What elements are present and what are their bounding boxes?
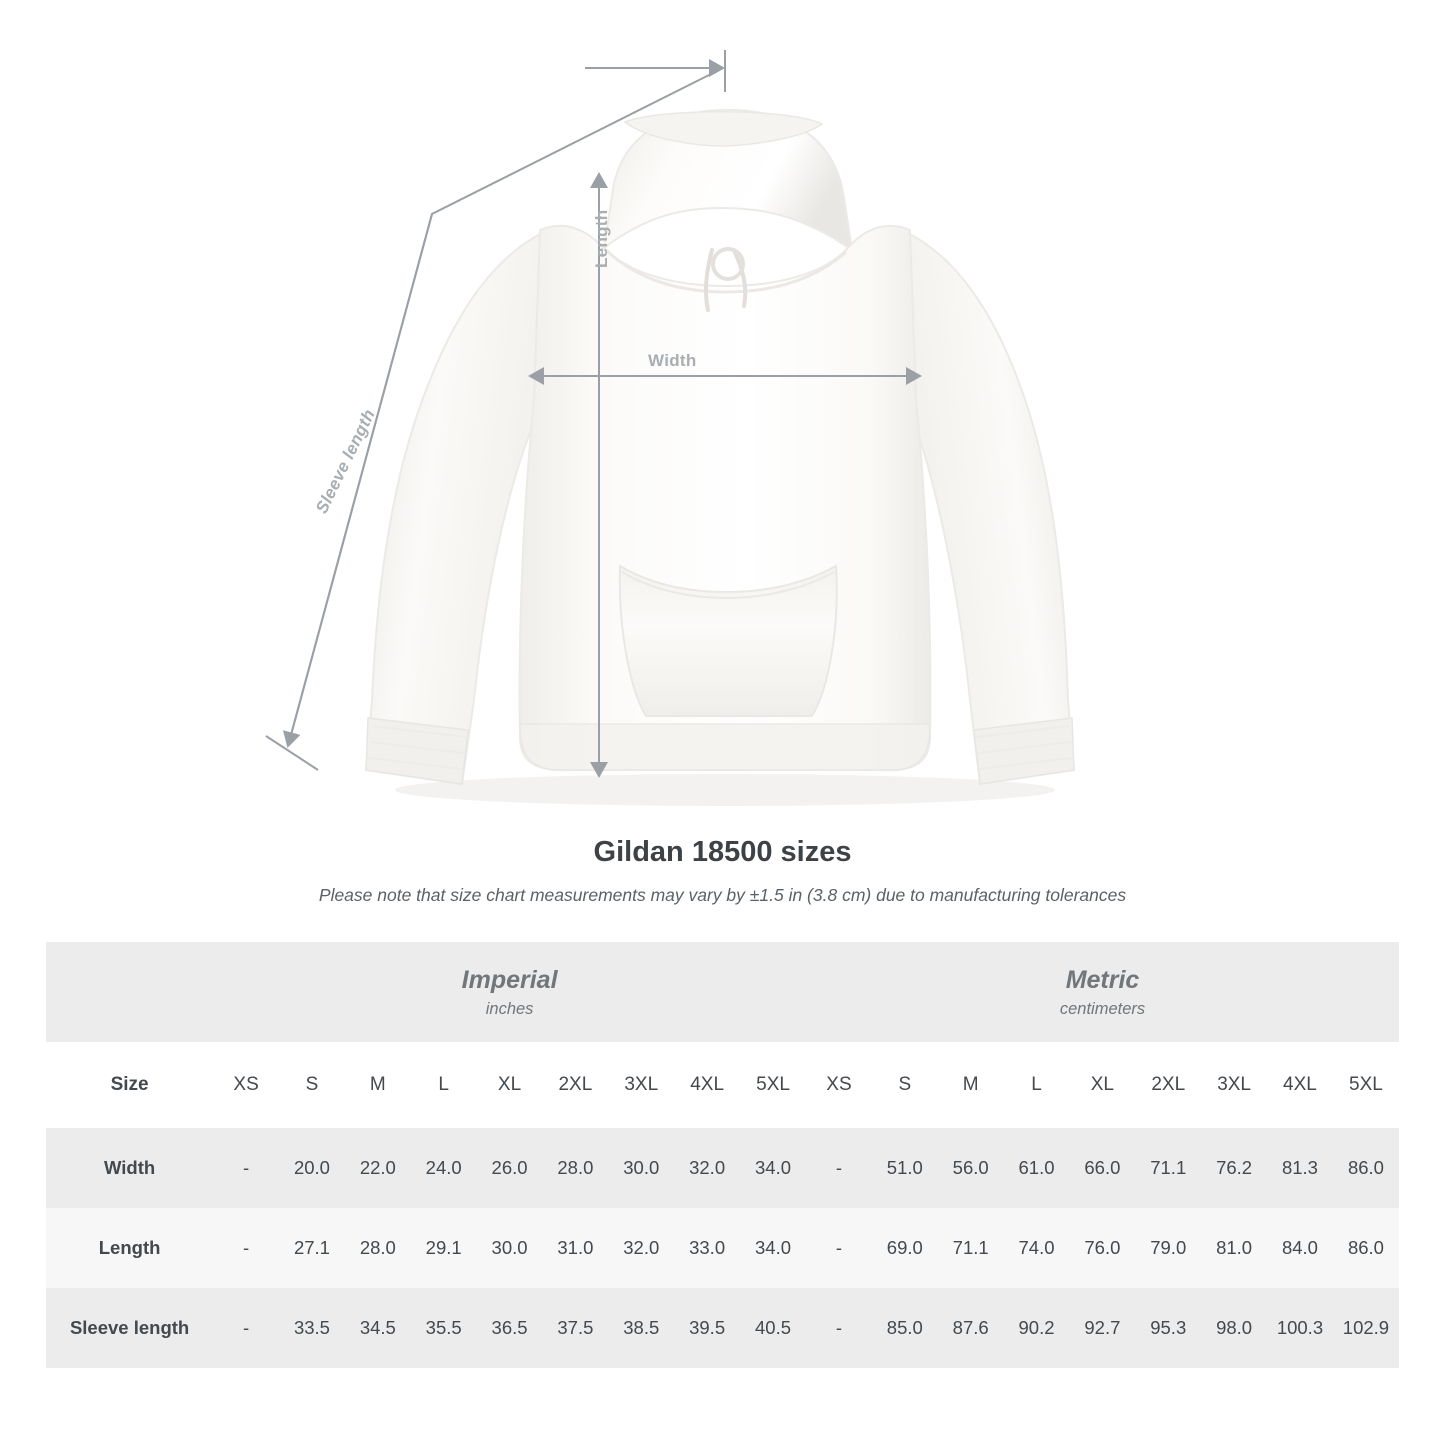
size-header-metric-3xl: 3XL [1201, 1042, 1267, 1128]
cell-length-metric-s: 69.0 [872, 1208, 938, 1288]
metric-system-name: Metric [1065, 965, 1140, 994]
cell-length-imperial-xs: - [213, 1208, 279, 1288]
cell-width-metric-xs: - [806, 1128, 872, 1208]
page-title: Gildan 18500 sizes [593, 836, 852, 868]
length-dimension-label: Length [592, 209, 611, 268]
imperial-system-name: Imperial [461, 965, 558, 994]
cell-length-imperial-l: 29.1 [411, 1208, 477, 1288]
cell-sleeve-imperial-xl: 36.5 [477, 1288, 543, 1368]
cell-sleeve-imperial-xs: - [213, 1288, 279, 1368]
cell-length-imperial-5xl: 34.0 [740, 1208, 806, 1288]
cell-sleeve-imperial-m: 34.5 [345, 1288, 411, 1368]
cell-width-imperial-l: 24.0 [411, 1128, 477, 1208]
cell-width-imperial-s: 20.0 [279, 1128, 345, 1208]
tolerance-note: Please note that size chart measurements may vary by ±1.5 in (3.8 cm) due to manufacturing tolerances [318, 885, 1127, 905]
size-header-imperial-2xl: 2XL [542, 1042, 608, 1128]
cell-width-imperial-xs: - [213, 1128, 279, 1208]
cell-length-metric-4xl: 84.0 [1267, 1208, 1333, 1288]
cell-sleeve-imperial-l: 35.5 [411, 1288, 477, 1368]
size-header-imperial-3xl: 3XL [608, 1042, 674, 1128]
cell-length-imperial-m: 28.0 [345, 1208, 411, 1288]
cell-length-imperial-xl: 30.0 [477, 1208, 543, 1288]
cell-sleeve-metric-l: 90.2 [1004, 1288, 1070, 1368]
size-header-imperial-xl: XL [477, 1042, 543, 1128]
cell-width-imperial-5xl: 34.0 [740, 1128, 806, 1208]
size-header-metric-l: L [1004, 1042, 1070, 1128]
table-row [46, 1288, 1399, 1368]
cell-length-imperial-s: 27.1 [279, 1208, 345, 1288]
metric-system-cell [806, 942, 1399, 1042]
cell-width-metric-5xl: 86.0 [1333, 1128, 1399, 1208]
cell-width-metric-2xl: 71.1 [1135, 1128, 1201, 1208]
size-header-metric-5xl: 5XL [1333, 1042, 1399, 1128]
size-header-row [46, 1042, 1399, 1128]
size-header-metric-xs: XS [806, 1042, 872, 1128]
size-header-imperial-4xl: 4XL [674, 1042, 740, 1128]
cell-width-metric-xl: 66.0 [1069, 1128, 1135, 1208]
cell-width-metric-m: 56.0 [938, 1128, 1004, 1208]
measurement-system-row [46, 942, 1399, 1042]
cell-length-imperial-4xl: 33.0 [674, 1208, 740, 1288]
system-spacer-cell [46, 942, 213, 1042]
imperial-system-cell [213, 942, 806, 1042]
cell-length-metric-3xl: 81.0 [1201, 1208, 1267, 1288]
size-header-imperial-l: L [411, 1042, 477, 1128]
cell-length-metric-m: 71.1 [938, 1208, 1004, 1288]
cell-sleeve-imperial-4xl: 39.5 [674, 1288, 740, 1368]
size-table [46, 942, 1399, 1368]
cell-sleeve-metric-xs: - [806, 1288, 872, 1368]
cell-length-imperial-3xl: 32.0 [608, 1208, 674, 1288]
size-header-metric-s: S [872, 1042, 938, 1128]
cell-length-metric-xl: 76.0 [1069, 1208, 1135, 1288]
cell-sleeve-metric-xl: 92.7 [1069, 1288, 1135, 1368]
size-header-metric-2xl: 2XL [1135, 1042, 1201, 1128]
chart-heading [0, 836, 1445, 906]
cell-sleeve-imperial-s: 33.5 [279, 1288, 345, 1368]
cell-width-imperial-3xl: 30.0 [608, 1128, 674, 1208]
cell-sleeve-metric-4xl: 100.3 [1267, 1288, 1333, 1368]
size-header-metric-m: M [938, 1042, 1004, 1128]
cell-length-metric-5xl: 86.0 [1333, 1208, 1399, 1288]
cell-width-metric-l: 61.0 [1004, 1128, 1070, 1208]
size-header-imperial-xs: XS [213, 1042, 279, 1128]
cell-width-imperial-xl: 26.0 [477, 1128, 543, 1208]
size-header-metric-4xl: 4XL [1267, 1042, 1333, 1128]
size-header-imperial-s: S [279, 1042, 345, 1128]
cell-sleeve-metric-m: 87.6 [938, 1288, 1004, 1368]
table-row [46, 1208, 1399, 1288]
cell-length-imperial-2xl: 31.0 [542, 1208, 608, 1288]
cell-sleeve-metric-3xl: 98.0 [1201, 1288, 1267, 1368]
cell-length-metric-xs: - [806, 1208, 872, 1288]
cell-sleeve-metric-2xl: 95.3 [1135, 1288, 1201, 1368]
cell-width-imperial-m: 22.0 [345, 1128, 411, 1208]
cell-width-imperial-2xl: 28.0 [542, 1128, 608, 1208]
metric-system-unit: centimeters [1059, 1000, 1146, 1019]
width-dimension-label: Width [648, 351, 697, 370]
size-table-container [46, 942, 1399, 1368]
row-label-sleeve-length: Sleeve length [46, 1288, 213, 1368]
cell-width-metric-4xl: 81.3 [1267, 1128, 1333, 1208]
size-header-metric-xl: XL [1069, 1042, 1135, 1128]
cell-width-metric-s: 51.0 [872, 1128, 938, 1208]
cell-length-metric-2xl: 79.0 [1135, 1208, 1201, 1288]
cell-width-imperial-4xl: 32.0 [674, 1128, 740, 1208]
size-header-imperial-5xl: 5XL [740, 1042, 806, 1128]
cell-sleeve-metric-5xl: 102.9 [1333, 1288, 1399, 1368]
row-label-length: Length [46, 1208, 213, 1288]
cell-sleeve-imperial-2xl: 37.5 [542, 1288, 608, 1368]
table-row [46, 1128, 1399, 1208]
cell-length-metric-l: 74.0 [1004, 1208, 1070, 1288]
cell-sleeve-imperial-5xl: 40.5 [740, 1288, 806, 1368]
imperial-system-unit: inches [485, 1000, 534, 1019]
sleeve-length-dimension-label: Sleeve length [312, 406, 379, 517]
cell-sleeve-metric-s: 85.0 [872, 1288, 938, 1368]
cell-width-metric-3xl: 76.2 [1201, 1128, 1267, 1208]
size-header-label: Size [46, 1042, 213, 1128]
row-label-width: Width [46, 1128, 213, 1208]
size-header-imperial-m: M [345, 1042, 411, 1128]
cell-sleeve-imperial-3xl: 38.5 [608, 1288, 674, 1368]
